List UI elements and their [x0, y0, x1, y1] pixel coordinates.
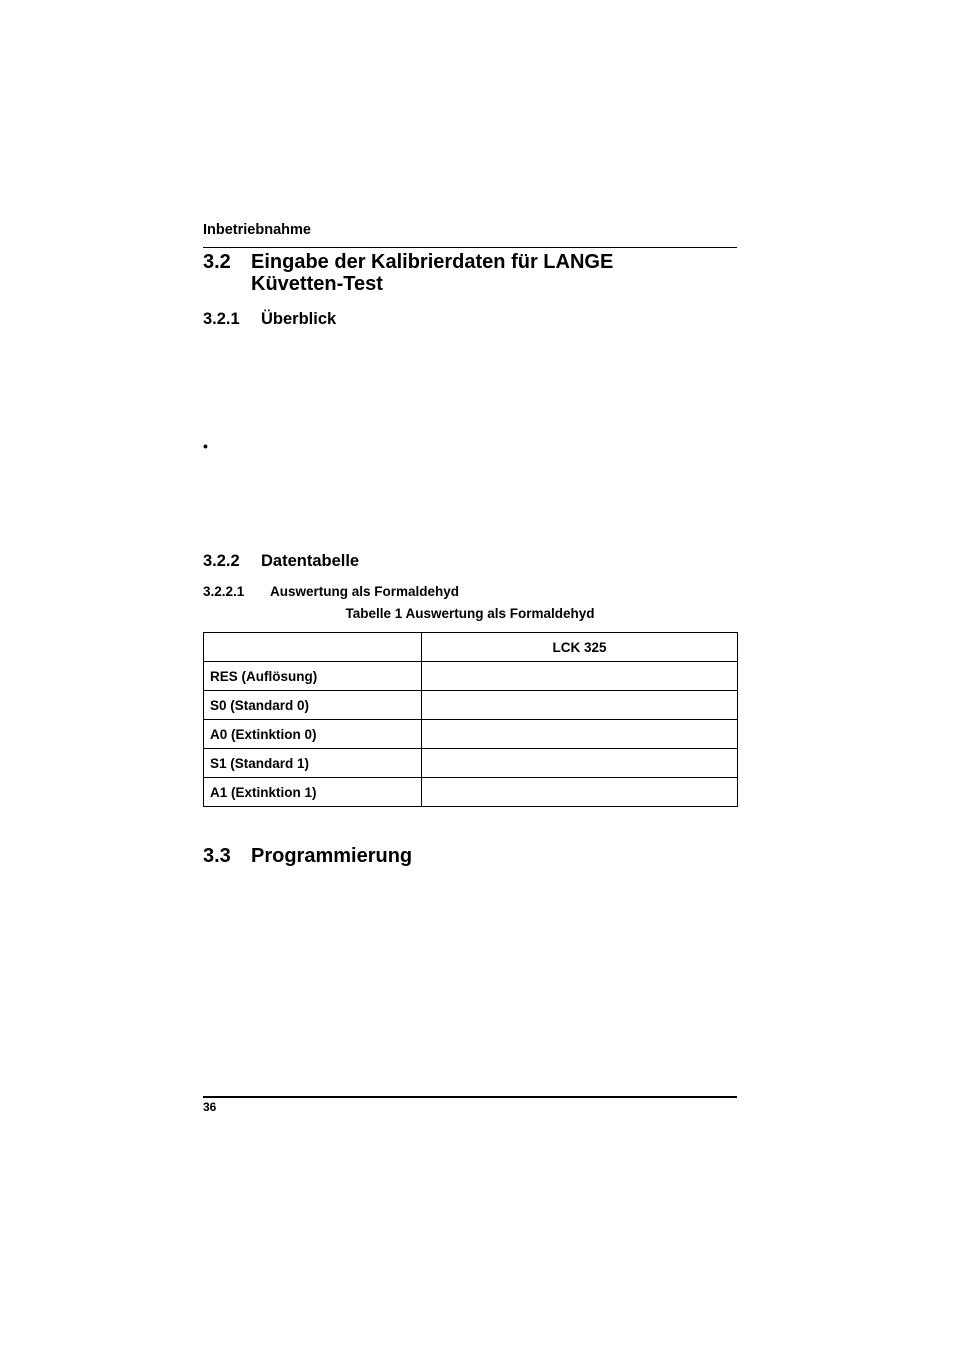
table-row [204, 749, 738, 778]
table-cell-label: A1 (Extinktion 1) [204, 778, 422, 807]
section-title: Auswertung als Formaldehyd [270, 584, 460, 599]
table-cell-label: S1 (Standard 1) [204, 749, 422, 778]
section-title-line1: Eingabe der Kalibrierdaten für LANGE [251, 251, 614, 273]
section-title: Programmierung [251, 845, 413, 867]
section-number: 3.2.2.1 [203, 584, 245, 599]
header-rule [203, 247, 737, 248]
section-heading-3-2-2 [203, 552, 737, 572]
table-cell-value [422, 749, 738, 778]
table-cell-label: RES (Auflösung) [204, 662, 422, 691]
table-cell-value [422, 778, 738, 807]
running-header: Inbetriebnahme [203, 222, 311, 238]
footer-rule [203, 1096, 737, 1098]
table-header-cell: LCK 325 [422, 633, 738, 662]
section-title-line2: Küvetten-Test [251, 273, 383, 295]
section-number: 3.2 [203, 251, 231, 273]
table-cell-label: S0 (Standard 0) [204, 691, 422, 720]
table-cell-value [422, 720, 738, 749]
table-cell-label: A0 (Extinktion 0) [204, 720, 422, 749]
table-row [204, 778, 738, 807]
table-header-cell [204, 633, 422, 662]
table-row [204, 662, 738, 691]
section-title: Überblick [261, 310, 337, 328]
section-heading-3-2-1 [203, 310, 737, 330]
table-row [204, 720, 738, 749]
section-number: 3.2.1 [203, 310, 240, 328]
page-number: 36 [203, 1100, 217, 1114]
section-heading-3-2-2-1 [203, 584, 737, 602]
section-title: Datentabelle [261, 552, 360, 570]
table-caption: Tabelle 1 Auswertung als Formaldehyd [345, 606, 595, 621]
section-number: 3.3 [203, 845, 231, 867]
section-number: 3.2.2 [203, 552, 240, 570]
table-header-row [204, 633, 738, 662]
data-table [203, 632, 738, 807]
section-heading-3-3 [203, 845, 737, 869]
section-heading-3-2 [203, 251, 737, 297]
table-cell-value [422, 662, 738, 691]
table-cell-value [422, 691, 738, 720]
table-row [204, 691, 738, 720]
bullet-point: • [203, 438, 208, 454]
